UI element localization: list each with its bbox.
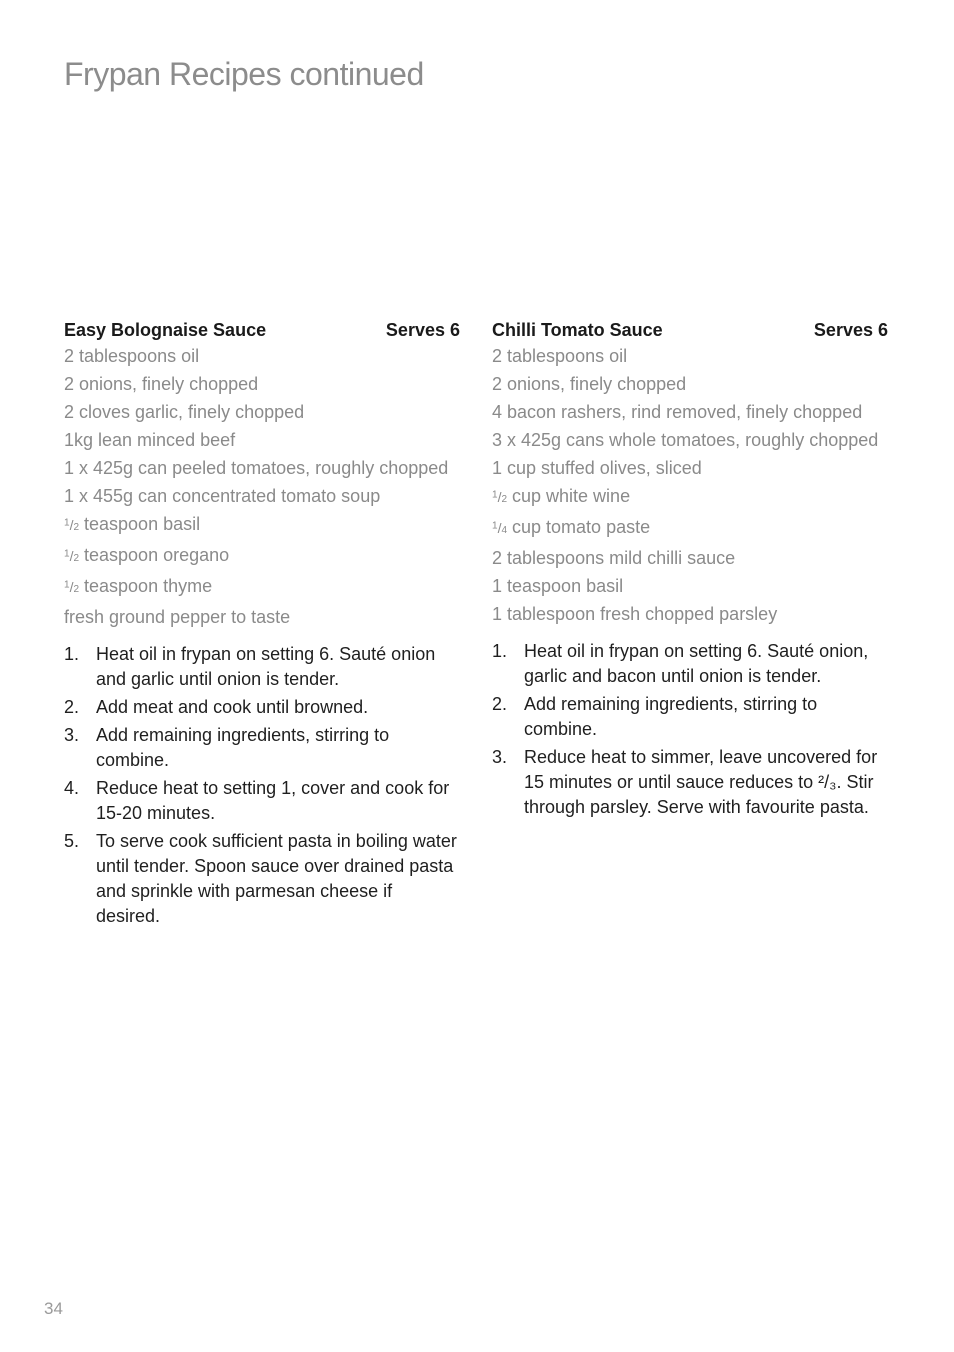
ingredient-item [492,344,888,369]
ingredient-text: cup tomato paste [507,517,651,537]
recipe-title: Chilli Tomato Sauce [492,320,663,340]
method-step [64,829,460,929]
ingredient-item [492,428,888,453]
ingredient-text: 1 x 455g can concentrated tomato soup [64,486,381,506]
step-number: 3. [64,725,80,745]
serves-label: Serves 6 [813,320,888,340]
ingredient-text: 1kg lean minced beef [64,430,236,450]
ingredient-item [64,344,460,369]
step-text: Add remaining ingredients, stirring to combine. [524,694,818,739]
ingredient-item [64,372,460,397]
method-step [492,745,888,820]
ingredient-item [64,543,460,571]
recipe-chilli-tomato [492,316,888,823]
ingredient-item [492,372,888,397]
step-text: Reduce heat to simmer, leave uncovered for 15 minutes or until sauce reduces to ²/₃. Stir through parsley. Serve with favourite pasta. [524,747,878,817]
ingredient-item [64,456,460,481]
step-number: 3. [492,747,508,767]
method-step [64,723,460,773]
recipe-bolognaise [64,316,460,932]
ingredient-text: 2 cloves garlic, finely chopped [64,402,305,422]
ingredient-text: 2 tablespoons mild chilli sauce [492,548,736,568]
ingredient-item [492,546,888,571]
step-number: 4. [64,778,80,798]
fraction: $^1$/4 [492,520,508,536]
ingredient-list [64,344,460,630]
ingredient-item [492,574,888,599]
ingredient-item [492,484,888,512]
ingredient-text: teaspoon thyme [79,576,213,596]
fraction: $^1$/2 [64,548,80,564]
fraction: $^1$/2 [64,579,80,595]
method-list [64,642,460,929]
step-text: Add meat and cook until browned. [96,697,369,717]
ingredient-text: teaspoon oregano [79,545,230,565]
ingredient-item [64,605,460,630]
step-number: 1. [64,644,80,664]
step-number: 2. [64,697,80,717]
ingredient-text: fresh ground pepper to taste [64,607,291,627]
ingredient-text: 1 tablespoon fresh chopped parsley [492,604,778,624]
method-step [64,776,460,826]
ingredient-text: 2 onions, finely chopped [64,374,259,394]
method-step [64,695,460,720]
ingredient-text: 1 x 425g can peeled tomatoes, roughly chopped [64,458,449,478]
ingredient-item [64,400,460,425]
ingredient-item [64,484,460,509]
ingredient-text: 1 teaspoon basil [492,576,624,596]
page-number: 34 [44,1299,63,1318]
recipe-header [64,316,460,344]
fraction: $^1$/2 [492,489,508,505]
ingredient-item [492,602,888,627]
ingredient-item [492,515,888,543]
ingredient-text: 2 tablespoons oil [492,346,628,366]
step-text: Heat oil in frypan on setting 6. Sauté onion and garlic until onion is tender. [96,644,436,689]
method-step [492,639,888,689]
fraction: $^1$/2 [64,517,80,533]
ingredient-item [64,512,460,540]
step-text: To serve cook sufficient pasta in boiling water until tender. Spoon sauce over drained pasta and sprinkle with parmesan cheese if desired. [96,831,457,926]
page-title: Frypan Recipes continued [64,56,424,92]
ingredient-text: 3 x 425g cans whole tomatoes, roughly chopped [492,430,879,450]
ingredient-text: cup white wine [507,486,631,506]
ingredient-text: 2 onions, finely chopped [492,374,687,394]
ingredient-item [492,400,888,425]
recipe-header [492,316,888,344]
ingredient-text: 1 cup stuffed olives, sliced [492,458,702,478]
step-number: 1. [492,641,508,661]
step-number: 2. [492,694,508,714]
step-number: 5. [64,831,80,851]
step-text: Reduce heat to setting 1, cover and cook for 15-20 minutes. [96,778,450,823]
ingredient-list [492,344,888,627]
step-text: Heat oil in frypan on setting 6. Sauté onion, garlic and bacon until onion is tender. [524,641,869,686]
ingredient-item [64,428,460,453]
method-step [64,642,460,692]
step-text: Add remaining ingredients, stirring to combine. [96,725,390,770]
ingredient-text: 4 bacon rashers, rind removed, finely chopped [492,402,863,422]
recipe-title: Easy Bolognaise Sauce [64,320,267,340]
method-step [492,692,888,742]
ingredient-text: 2 tablespoons oil [64,346,200,366]
ingredient-item [64,574,460,602]
serves-label: Serves 6 [385,320,460,340]
method-list [492,639,888,820]
ingredient-text: teaspoon basil [79,514,201,534]
ingredient-item [492,456,888,481]
